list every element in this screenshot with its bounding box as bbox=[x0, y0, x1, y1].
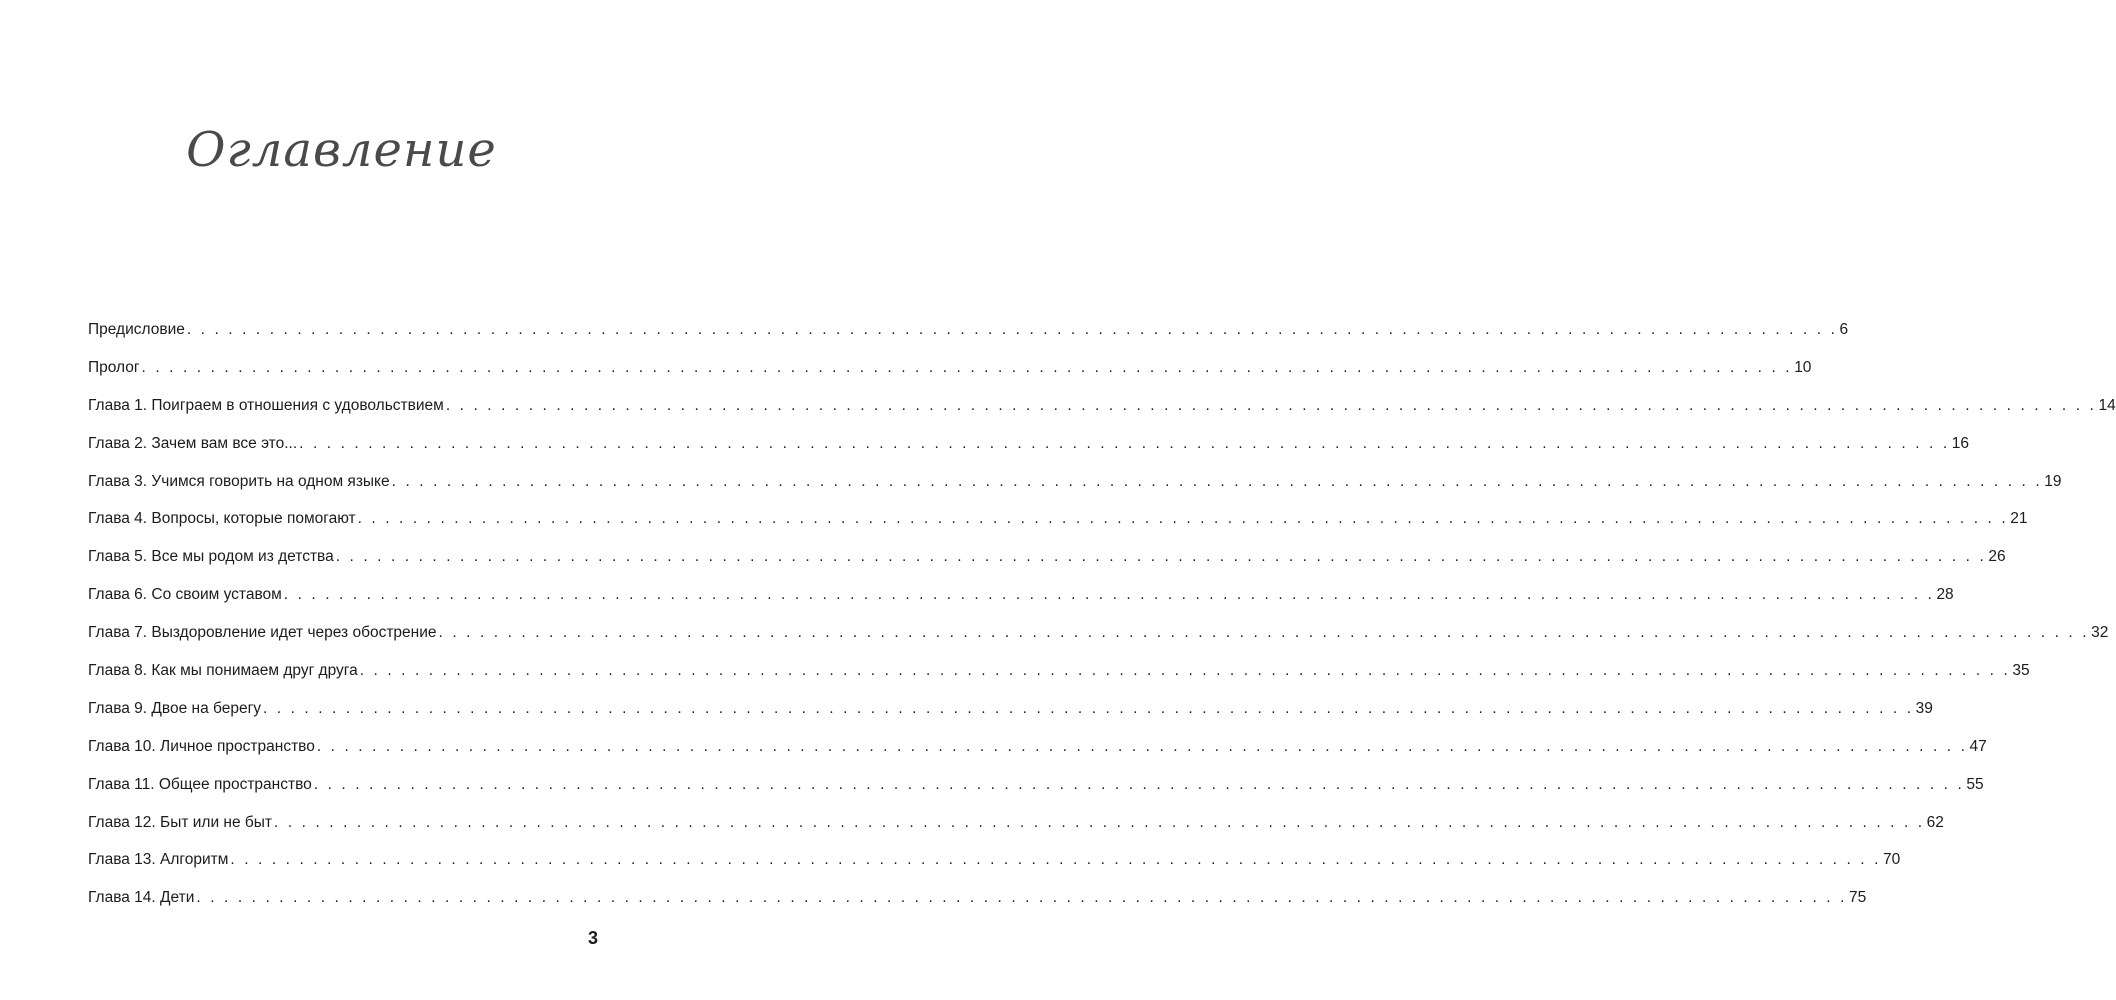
toc-entry[interactable] bbox=[88, 728, 1987, 766]
toc-entry[interactable] bbox=[88, 463, 2062, 501]
toc-entry[interactable] bbox=[88, 766, 1984, 804]
toc-entry[interactable] bbox=[88, 425, 1970, 463]
toc-entry-label: Предисловие bbox=[88, 321, 185, 338]
page-title: Оглавление bbox=[186, 122, 497, 178]
toc-entry-page: 55 bbox=[1966, 775, 1984, 793]
toc-dot-leader: . . . . . . . . . . . . . . . . . . . . . . . . . . . . . . . . . . . . . . . . . . . . . . . . . . . . . . . . . . . . . . . . . . . . . . . . . . . . . . . . . . . . . . . . . . . . . . . . . . . . . . . . . . . . . . . . . . . . . . . . bbox=[445, 396, 2097, 414]
toc-dot-leader: . . . . . . . . . . . . . . . . . . . . . . . . . . . . . . . . . . . . . . . . . . . . . . . . . . . . . . . . . . . . . . . . . . . . . . . . . . . . . . . . . . . . . . . . . . . . . . . . . . . . . . . . . . . . . . . . . . . . . . . . bbox=[313, 775, 1965, 793]
toc-dot-leader: . . . . . . . . . . . . . . . . . . . . . . . . . . . . . . . . . . . . . . . . . . . . . . . . . . . . . . . . . . . . . . . . . . . . . . . . . . . . . . . . . . . . . . . . . . . . . . . . . . . . . . . . . . . . . . . . . . . . . . . . bbox=[316, 737, 1968, 755]
toc-entry[interactable] bbox=[88, 614, 2109, 652]
toc-entry-label: Глава 13. Алгоритм bbox=[88, 851, 229, 869]
toc-entry-label: Глава 3. Учимся говорить на одном языке bbox=[88, 472, 390, 490]
toc-entry[interactable] bbox=[88, 690, 1933, 728]
toc-entry-label: Глава 12. Быт или не быт bbox=[88, 813, 273, 831]
toc-entry-page: 75 bbox=[1849, 889, 1867, 907]
toc-entry-page: 14 bbox=[2098, 396, 2116, 414]
toc-entry-label: Глава 6. Со своим уставом bbox=[88, 586, 282, 604]
toc-dot-leader: . . . . . . . . . . . . . . . . . . . . . . . . . . . . . . . . . . . . . . . . . . . . . . . . . . . . . . . . . . . . . . . . . . . . . . . . . . . . . . . . . . . . . . . . . . . . . . . . . . . . . . . . . . . . . . . . . . . . . . . . bbox=[262, 699, 1914, 717]
page-number: 3 bbox=[587, 928, 598, 948]
toc-entry-page: 6 bbox=[1839, 321, 1849, 338]
toc-dot-leader: . . . . . . . . . . . . . . . . . . . . . . . . . . . . . . . . . . . . . . . . . . . . . . . . . . . . . . . . . . . . . . . . . . . . . . . . . . . . . . . . . . . . . . . . . . . . . . . . . . . . . . . . . . . . . . . . . . . . . . . . bbox=[196, 889, 1848, 907]
toc-dot-leader: . . . . . . . . . . . . . . . . . . . . . . . . . . . . . . . . . . . . . . . . . . . . . . . . . . . . . . . . . . . . . . . . . . . . . . . . . . . . . . . . . . . . . . . . . . . . . . . . . . . . . . . . . . . . . . . . . . . . . . . . bbox=[359, 662, 2011, 680]
toc-entry-page: 28 bbox=[1936, 586, 1954, 604]
toc-dot-leader: . . . . . . . . . . . . . . . . . . . . . . . . . . . . . . . . . . . . . . . . . . . . . . . . . . . . . . . . . . . . . . . . . . . . . . . . . . . . . . . . . . . . . . . . . . . . . . . . . . . . . . . . . . . . . . . . . . . . . . . . bbox=[283, 586, 1935, 604]
toc-entry[interactable] bbox=[88, 841, 1901, 879]
toc-entry[interactable] bbox=[88, 879, 1867, 917]
toc-entry[interactable] bbox=[88, 538, 2006, 576]
toc-entry-page: 62 bbox=[1926, 813, 1944, 831]
toc-entry-label: Глава 2. Зачем вам все это... bbox=[88, 434, 298, 452]
toc-dot-leader: . . . . . . . . . . . . . . . . . . . . . . . . . . . . . . . . . . . . . . . . . . . . . . . . . . . . . . . . . . . . . . . . . . . . . . . . . . . . . . . . . . . . . . . . . . . . . . . . . . . . . . . . . . . . . . . . . . . . . . . . bbox=[391, 472, 2043, 490]
toc-entry-page: 26 bbox=[1988, 548, 2006, 566]
toc-entry-page: 47 bbox=[1969, 737, 1987, 755]
toc-entry-page: 35 bbox=[2012, 662, 2030, 680]
toc-entry[interactable] bbox=[88, 576, 1954, 614]
toc-entry[interactable] bbox=[88, 311, 1849, 349]
toc-entry[interactable] bbox=[88, 387, 2116, 425]
toc-entry-label: Глава 9. Двое на берегу bbox=[88, 699, 261, 717]
toc-entry-label: Глава 1. Поиграем в отношения с удовольствием bbox=[88, 396, 444, 414]
toc-dot-leader: . . . . . . . . . . . . . . . . . . . . . . . . . . . . . . . . . . . . . . . . . . . . . . . . . . . . . . . . . . . . . . . . . . . . . . . . . . . . . . . . . . . . . . . . . . . . . . . . . . . . . . . . . . . . . . . . . . . . . . . . bbox=[335, 548, 1987, 566]
toc-entry-page: 19 bbox=[2044, 472, 2062, 490]
toc-entry[interactable] bbox=[88, 652, 2030, 690]
toc-entry-page: 39 bbox=[1915, 699, 1933, 717]
toc-dot-leader: . . . . . . . . . . . . . . . . . . . . . . . . . . . . . . . . . . . . . . . . . . . . . . . . . . . . . . . . . . . . . . . . . . . . . . . . . . . . . . . . . . . . . . . . . . . . . . . . . . . . . . . . . . . . . . . . . . . . . . . . bbox=[299, 434, 1950, 452]
toc-entry-page: 21 bbox=[2010, 510, 2028, 528]
toc-dot-leader: . . . . . . . . . . . . . . . . . . . . . . . . . . . . . . . . . . . . . . . . . . . . . . . . . . . . . . . . . . . . . . . . . . . . . . . . . . . . . . . . . . . . . . . . . . . . . . . . . . . . . . . . . . . . . . . . . . . . . . . . bbox=[274, 813, 1925, 831]
toc-dot-leader: . . . . . . . . . . . . . . . . . . . . . . . . . . . . . . . . . . . . . . . . . . . . . . . . . . . . . . . . . . . . . . . . . . . . . . . . . . . . . . . . . . . . . . . . . . . . . . . . . . . . . . . . . . . . . . . . . . . . . . . . bbox=[186, 321, 1838, 338]
toc-entry-page: 70 bbox=[1883, 851, 1901, 869]
toc-entry[interactable] bbox=[88, 500, 2028, 538]
toc-entry-label: Глава 11. Общее пространство bbox=[88, 775, 312, 793]
toc-entry-label: Глава 7. Выздоровление идет через обострение bbox=[88, 624, 437, 642]
toc-entry-label: Глава 10. Личное пространство bbox=[88, 737, 315, 755]
toc-entry-label: Глава 8. Как мы понимаем друг друга bbox=[88, 662, 358, 680]
toc-entry-label: Пролог bbox=[88, 358, 140, 376]
toc-entry-page: 10 bbox=[1794, 358, 1812, 376]
table-of-contents bbox=[88, 311, 2116, 917]
toc-dot-leader: . . . . . . . . . . . . . . . . . . . . . . . . . . . . . . . . . . . . . . . . . . . . . . . . . . . . . . . . . . . . . . . . . . . . . . . . . . . . . . . . . . . . . . . . . . . . . . . . . . . . . . . . . . . . . . . . . . . . . . . . bbox=[438, 624, 2090, 642]
toc-dot-leader: . . . . . . . . . . . . . . . . . . . . . . . . . . . . . . . . . . . . . . . . . . . . . . . . . . . . . . . . . . . . . . . . . . . . . . . . . . . . . . . . . . . . . . . . . . . . . . . . . . . . . . . . . . . . . . . . . . . . . . . . bbox=[141, 358, 1793, 376]
toc-entry-page: 32 bbox=[2091, 624, 2109, 642]
toc-entry[interactable] bbox=[88, 804, 1944, 842]
toc-entry-label: Глава 5. Все мы родом из детства bbox=[88, 548, 334, 566]
toc-entry-label: Глава 4. Вопросы, которые помогают bbox=[88, 510, 356, 528]
toc-entry-page: 16 bbox=[1951, 434, 1970, 452]
toc-entry-label: Глава 14. Дети bbox=[88, 889, 195, 907]
toc-dot-leader: . . . . . . . . . . . . . . . . . . . . . . . . . . . . . . . . . . . . . . . . . . . . . . . . . . . . . . . . . . . . . . . . . . . . . . . . . . . . . . . . . . . . . . . . . . . . . . . . . . . . . . . . . . . . . . . . . . . . . . . . bbox=[230, 851, 1882, 869]
toc-dot-leader: . . . . . . . . . . . . . . . . . . . . . . . . . . . . . . . . . . . . . . . . . . . . . . . . . . . . . . . . . . . . . . . . . . . . . . . . . . . . . . . . . . . . . . . . . . . . . . . . . . . . . . . . . . . . . . . . . . . . . . . . bbox=[357, 510, 2009, 528]
toc-entry[interactable] bbox=[88, 349, 1812, 387]
